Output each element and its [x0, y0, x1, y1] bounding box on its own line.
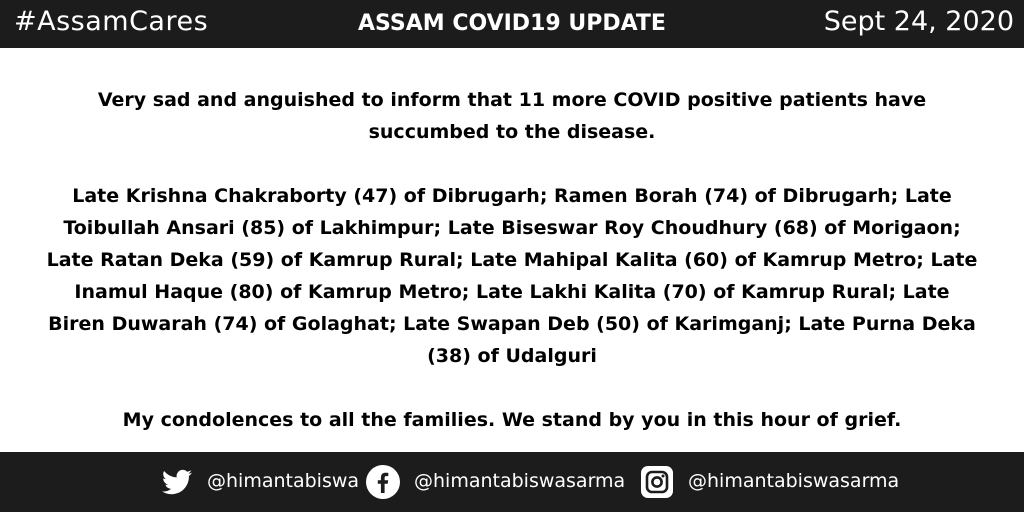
lead-statement: Very sad and anguished to inform that 11 more COVID positive patients have succumbed to the disease. — [97, 89, 927, 143]
footer-bar — [0, 452, 1024, 512]
facebook-handle[interactable]: @himantabiswasarma — [414, 470, 626, 492]
facebook-icon — [366, 465, 400, 499]
instagram-icon — [641, 466, 673, 498]
condolence-statement: My condolences to all the families. We stand by you in this hour of grief. — [122, 409, 902, 431]
deceased-list: Late Krishna Chakraborty (47) of Dibrugarh; Ramen Borah (74) of Dibrugarh; Late Toibullah Ansari (85) of Lakhimpur; Late Biseswar Roy Choudhury (68) of Morigaon; Late Ratan Deka (59) of Kamrup Rural; Late Mahipal Kalita (60) of Kamrup Metro; Late Inamul Haque (80) of Kamrup Metro; Late Lakhi Kalita (70) of Kamrup Rural; Late Biren Duwarah (74) of Golaghat; Late Swapan Deb (50) of Karimganj; Late Purna Deka (38) of Udalguri — [46, 185, 978, 367]
update-date: Sept 24, 2020 — [823, 6, 1014, 37]
header-bar — [0, 0, 1024, 48]
page-title: ASSAM COVID19 UPDATE — [358, 11, 666, 36]
instagram-handle[interactable]: @himantabiswasarma — [688, 470, 900, 492]
hashtag-label: #AssamCares — [14, 6, 209, 37]
twitter-icon — [160, 467, 194, 497]
twitter-handle[interactable]: @himantabiswa — [207, 470, 360, 492]
message-body — [40, 84, 984, 436]
